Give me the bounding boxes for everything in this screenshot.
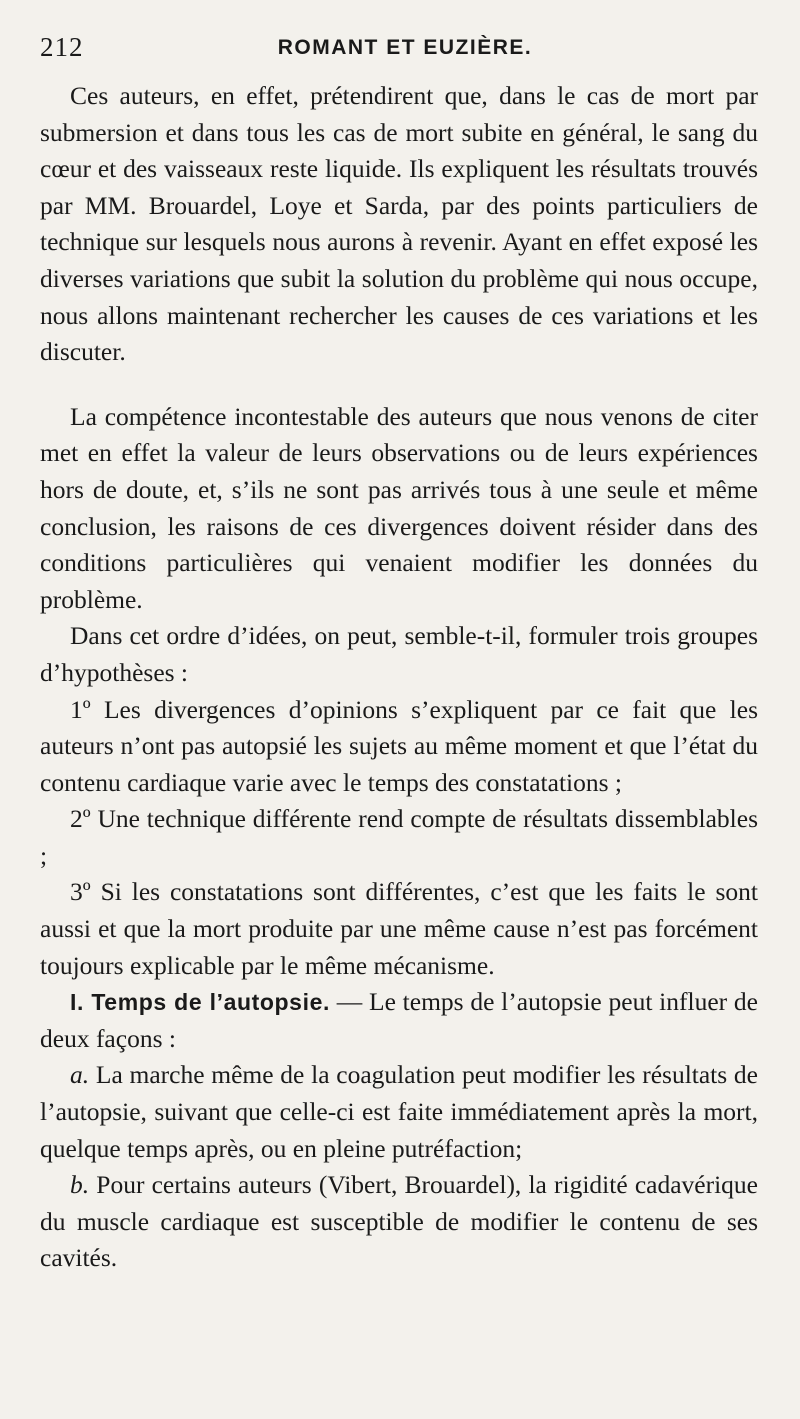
paragraph: La compétence incontestable des auteurs que nous venons de citer met en effet la valeur de leurs observations ou de leurs expériences hors de doute, et, s’ils ne sont pas arrivés tous à une seule et même conclusion, les raisons de ces divergences doivent résider dans des conditions particulières qui venaient modifier les données du problème.	[40, 401, 758, 614]
body-text	[40, 78, 758, 1277]
running-head: ROMANT ET EUZIÈRE.	[277, 36, 533, 59]
section-paragraph	[40, 984, 758, 1057]
item-text: La marche même de la coagulation peut modifier les résultats de l’autopsie, suivant que celle-ci est faite immédiatement après la mort, quelque temps après, ou en pleine putréfaction;	[40, 1060, 758, 1163]
page-number: 212	[40, 32, 84, 62]
item-label: a.	[70, 1060, 90, 1090]
paragraph: Dans cet ordre d’idées, on peut, semble-t-il, formuler trois groupes d’hypothèses :	[40, 621, 758, 687]
paragraph: Ces auteurs, en effet, prétendirent que, dans le cas de mort par submersion et dans tous les cas de mort subite en général, le sang du cœur et des vaisseaux reste liquide. Ils expliquent les résultats trouvés par MM. Brouardel, Loye et Sarda, par des points particuliers de technique sur lesquels nous aurons à revenir. Ayant en effet exposé les diverses variations que subit la solution du problème qui nous occupe, nous allons maintenant rechercher les causes de ces variations et les discuter.	[40, 81, 758, 367]
list-item: 3º Si les constatations sont différentes, c’est que les faits le sont aussi et que la mort produite par une même cause n’est pas forcément toujours explicable par le même mécanisme.	[40, 877, 758, 980]
item-text: Pour certains auteurs (Vibert, Brouardel), la rigidité cadavérique du muscle cardiaque est susceptible de modifier le contenu de ses cavités.	[40, 1170, 758, 1273]
list-item: 1º Les divergences d’opinions s’expliquent par ce fait que les auteurs n’ont pas autopsié les sujets au même moment et que l’état du contenu cardiaque varie avec le temps des constatations ;	[40, 694, 758, 797]
section-title: I. Temps de l’autopsie.	[70, 989, 330, 1016]
list-item	[40, 1167, 758, 1277]
section-text: — Le temps de l’autopsie peut influer de deux façons :	[40, 987, 758, 1053]
page-header	[40, 32, 760, 68]
list-item	[40, 1057, 758, 1167]
list-item: 2º Une technique différente rend compte de résultats dissemblables ;	[40, 804, 758, 870]
item-label: b.	[70, 1170, 90, 1200]
